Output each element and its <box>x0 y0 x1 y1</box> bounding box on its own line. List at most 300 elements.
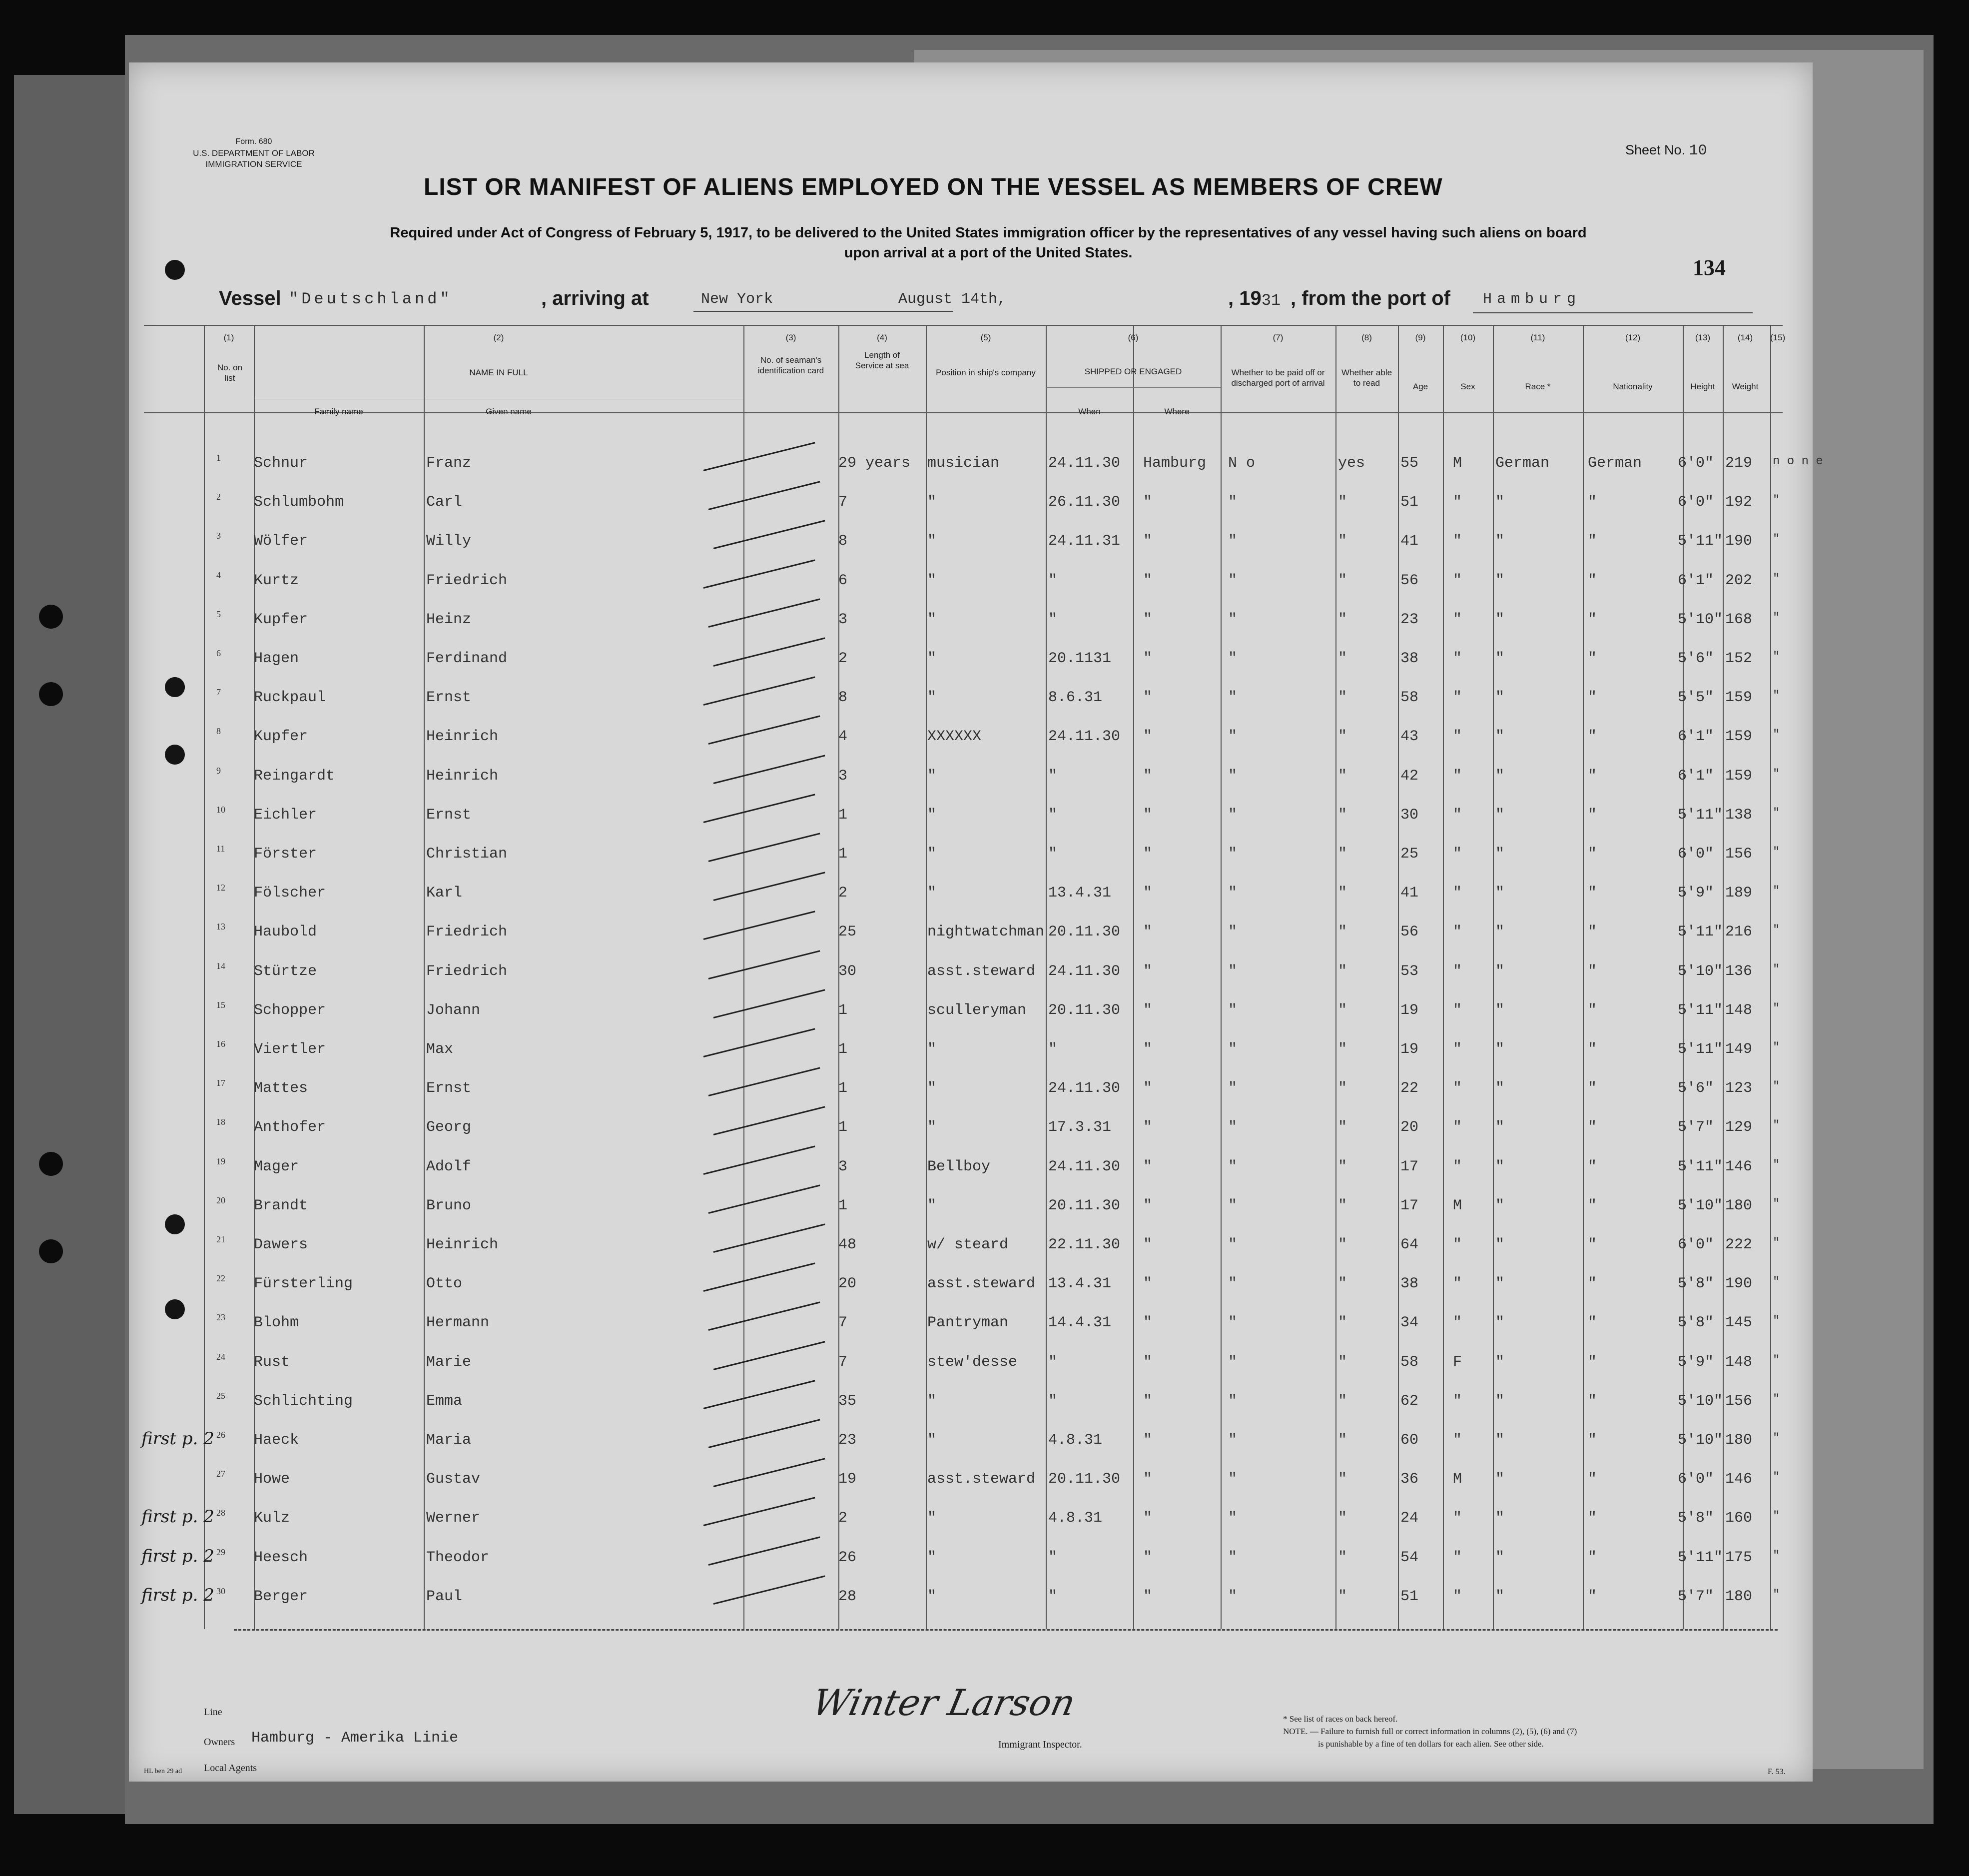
cell-nat: " <box>1588 1588 1597 1605</box>
cell-paid: " <box>1228 1471 1238 1488</box>
cell-nat: " <box>1588 1158 1597 1175</box>
check-mark-icon <box>708 716 820 745</box>
cell-age: 19 <box>1400 1001 1419 1019</box>
owners-value: Hamburg - Amerika Linie <box>251 1730 459 1747</box>
cell-sex: " <box>1453 689 1462 707</box>
col2b-header: Given name <box>486 407 532 416</box>
cell-where: " <box>1143 1197 1153 1214</box>
cell-paid: " <box>1228 846 1238 863</box>
row-number: 9 <box>216 765 221 776</box>
check-mark-icon <box>708 1536 820 1566</box>
cell-paid: " <box>1228 1080 1238 1097</box>
cell-nat: " <box>1588 806 1597 824</box>
cell-paid: " <box>1228 1588 1238 1605</box>
cell-sex: M <box>1453 1471 1462 1488</box>
cell-marks: " <box>1773 1001 1780 1015</box>
cell-paid: " <box>1228 1392 1238 1410</box>
cell-age: 30 <box>1400 806 1419 824</box>
binding-hole <box>39 1152 63 1176</box>
cell-where: " <box>1143 1001 1153 1019</box>
cell-height: 5'9" <box>1678 885 1714 902</box>
row-number: 6 <box>216 648 221 658</box>
cell-position: Pantryman <box>927 1314 1009 1332</box>
cell-height: 6'0" <box>1678 455 1714 472</box>
cell-sex: " <box>1453 1432 1462 1449</box>
cell-given: Maria <box>426 1432 472 1449</box>
row-number: 28 <box>216 1508 225 1518</box>
cell-height: 5'11" <box>1678 806 1723 824</box>
cell-given: Paul <box>426 1588 463 1605</box>
cell-sex: " <box>1453 1392 1462 1410</box>
cell-sex: " <box>1453 767 1462 785</box>
cell-marks: " <box>1773 885 1780 899</box>
col12-number: (12) <box>1625 333 1641 342</box>
row-number: 21 <box>216 1234 225 1244</box>
cell-height: 5'11" <box>1678 1549 1723 1566</box>
cell-given: Theodor <box>426 1549 490 1566</box>
cell-nat: " <box>1588 846 1597 863</box>
departure-port: Hamburg <box>1483 291 1581 308</box>
cell-read: " <box>1338 1275 1347 1293</box>
cell-marks: " <box>1773 1314 1780 1328</box>
check-mark-icon <box>713 1106 825 1136</box>
cell-service: 25 <box>838 924 857 941</box>
cell-read: " <box>1338 689 1347 707</box>
subtitle-line-2: upon arrival at a port of the United States. <box>844 245 1133 261</box>
cell-read: " <box>1338 767 1347 785</box>
cell-marks: " <box>1773 1236 1780 1250</box>
cell-service: 1 <box>838 1197 848 1214</box>
cell-where: " <box>1143 1041 1153 1058</box>
cell-weight: 216 <box>1725 924 1753 941</box>
cell-sex: " <box>1453 650 1462 667</box>
row-number: 16 <box>216 1039 225 1049</box>
binding-hole <box>39 682 63 706</box>
cell-when: " <box>1048 806 1058 824</box>
cell-service: 30 <box>838 962 857 980</box>
cell-family: Mager <box>254 1158 299 1175</box>
page-number: 134 <box>1693 255 1726 280</box>
cell-family: Schnur <box>254 455 308 472</box>
cell-where: " <box>1143 1275 1153 1293</box>
cell-nat: German <box>1588 455 1642 472</box>
cell-sex: " <box>1453 1158 1462 1175</box>
cell-given: Heinrich <box>426 728 499 746</box>
cell-read: " <box>1338 1510 1347 1527</box>
cell-position: " <box>927 533 937 550</box>
cell-when: " <box>1048 572 1058 589</box>
cell-nat: " <box>1588 1001 1597 1019</box>
cell-where: " <box>1143 1549 1153 1566</box>
col2-header: NAME IN FULL <box>469 368 528 377</box>
cell-height: 5'10" <box>1678 1197 1723 1214</box>
cell-given: Friedrich <box>426 572 508 589</box>
cell-paid: " <box>1228 1236 1238 1253</box>
column-rule <box>1583 325 1584 1629</box>
arrival-year: 31 <box>1261 291 1281 310</box>
check-mark-icon <box>708 1184 820 1214</box>
cell-height: 5'7" <box>1678 1588 1714 1605</box>
check-mark-icon <box>713 520 825 550</box>
subtitle-line-1: Required under Act of Congress of February 5, 1917, to be delivered to the United States immigration officer by the representatives of any vessel having such aliens on board <box>390 225 1587 241</box>
punch-hole <box>165 1214 185 1234</box>
cell-height: 5'11" <box>1678 1001 1723 1019</box>
cell-race: " <box>1495 924 1505 941</box>
binding-hole <box>39 1239 63 1263</box>
row-number: 3 <box>216 531 221 541</box>
cell-given: Adolf <box>426 1158 472 1175</box>
cell-nat: " <box>1588 1432 1597 1449</box>
cell-nat: " <box>1588 1471 1597 1488</box>
cell-when: 22.11.30 <box>1048 1236 1121 1253</box>
cell-sex: " <box>1453 1549 1462 1566</box>
cell-when: 24.11.30 <box>1048 728 1121 746</box>
cell-position: " <box>927 767 937 785</box>
cell-when: " <box>1048 1588 1058 1605</box>
cell-read: " <box>1338 1353 1347 1371</box>
cell-nat: " <box>1588 572 1597 589</box>
cell-given: Otto <box>426 1275 463 1293</box>
cell-position: stew'desse <box>927 1353 1018 1371</box>
cell-sex: " <box>1453 1314 1462 1332</box>
cell-race: " <box>1495 1119 1505 1136</box>
cell-service: 1 <box>838 1001 848 1019</box>
col5-number: (5) <box>980 333 991 342</box>
row-number: 23 <box>216 1312 225 1323</box>
from-label: , from the port of <box>1291 287 1450 309</box>
cell-family: Berger <box>254 1588 308 1605</box>
cell-height: 5'8" <box>1678 1275 1714 1293</box>
cell-where: " <box>1143 1510 1153 1527</box>
arrival-underline <box>693 311 953 312</box>
cell-family: Rust <box>254 1353 290 1371</box>
row-number: 14 <box>216 960 225 971</box>
cell-given: Marie <box>426 1353 472 1371</box>
handwritten-note: first p. 2 <box>141 1429 214 1449</box>
cell-race: " <box>1495 1314 1505 1332</box>
cell-position: " <box>927 572 937 589</box>
row-number: 13 <box>216 922 225 932</box>
cell-age: 54 <box>1400 1549 1419 1566</box>
col3-number: (3) <box>785 333 796 342</box>
cell-weight: 146 <box>1725 1158 1753 1175</box>
cell-given: Ernst <box>426 1080 472 1097</box>
cell-marks: " <box>1773 846 1780 859</box>
cell-when: 26.11.30 <box>1048 494 1121 511</box>
cell-read: " <box>1338 806 1347 824</box>
cell-age: 56 <box>1400 924 1419 941</box>
punch-hole <box>165 1299 185 1319</box>
cell-family: Mattes <box>254 1080 308 1097</box>
cell-service: 7 <box>838 494 848 511</box>
cell-position: " <box>927 806 937 824</box>
cell-race: German <box>1495 455 1550 472</box>
row-number: 22 <box>216 1273 225 1284</box>
cell-height: 6'1" <box>1678 767 1714 785</box>
form-number: Form. 680 <box>235 137 272 146</box>
cell-race: " <box>1495 1275 1505 1293</box>
cell-race: " <box>1495 1549 1505 1566</box>
check-mark-icon <box>703 794 815 823</box>
row-number: 20 <box>216 1195 225 1205</box>
punch-hole <box>165 260 185 280</box>
cell-sex: " <box>1453 924 1462 941</box>
cell-family: Förster <box>254 846 317 863</box>
cell-given: Franz <box>426 455 472 472</box>
cell-weight: 159 <box>1725 728 1753 746</box>
cell-given: Heinrich <box>426 767 499 785</box>
cell-race: " <box>1495 767 1505 785</box>
cell-where: Hamburg <box>1143 455 1207 472</box>
cell-nat: " <box>1588 1510 1597 1527</box>
cell-when: 20.11.30 <box>1048 1471 1121 1488</box>
cell-sex: " <box>1453 1510 1462 1527</box>
check-mark-icon <box>703 677 815 706</box>
col12-header: Nationality <box>1613 382 1653 391</box>
column-rule <box>1221 325 1222 1629</box>
cell-family: Fölscher <box>254 885 326 902</box>
cell-sex: " <box>1453 1041 1462 1058</box>
departure-underline <box>1473 312 1753 313</box>
cell-where: " <box>1143 689 1153 707</box>
cell-family: Reingardt <box>254 767 335 785</box>
cell-position: nightwatchman <box>927 924 1045 941</box>
cell-marks: " <box>1773 924 1780 938</box>
cell-service: 35 <box>838 1392 857 1410</box>
column-rule <box>743 325 744 1629</box>
col7-header: Whether to be paid off or discharged port of arrival <box>1231 368 1325 388</box>
vessel-line: Vessel <box>219 287 281 309</box>
cell-race: " <box>1495 1236 1505 1253</box>
cell-when: 24.11.31 <box>1048 533 1121 550</box>
cell-read: " <box>1338 1314 1347 1332</box>
cell-sex: " <box>1453 1001 1462 1019</box>
year-label: , 1931 <box>1228 287 1281 310</box>
cell-paid: " <box>1228 1197 1238 1214</box>
cell-marks: " <box>1773 1041 1780 1054</box>
cell-age: 20 <box>1400 1119 1419 1136</box>
cell-when: 17.3.31 <box>1048 1119 1112 1136</box>
check-mark-icon <box>703 1263 815 1292</box>
local-agents-label: Local Agents <box>204 1763 257 1774</box>
cell-service: 1 <box>838 1119 848 1136</box>
arriving-label: , arriving at <box>541 287 649 309</box>
cell-weight: 168 <box>1725 611 1753 628</box>
col1-header: No. on list <box>217 363 243 383</box>
arrival-port: New York <box>701 291 773 308</box>
cell-race: " <box>1495 1432 1505 1449</box>
cell-paid: " <box>1228 1510 1238 1527</box>
service: IMMIGRATION SERVICE <box>205 159 302 169</box>
cell-paid: " <box>1228 611 1238 628</box>
cell-paid: " <box>1228 650 1238 667</box>
row-number: 19 <box>216 1156 225 1166</box>
cell-family: Blohm <box>254 1314 299 1332</box>
cell-given: Bruno <box>426 1197 472 1214</box>
cell-given: Ernst <box>426 806 472 824</box>
cell-family: Hagen <box>254 650 299 667</box>
cell-family: Kupfer <box>254 611 308 628</box>
cell-race: " <box>1495 689 1505 707</box>
cell-position: " <box>927 1392 937 1410</box>
cell-when: " <box>1048 767 1058 785</box>
check-mark-icon <box>713 872 825 902</box>
cell-given: Friedrich <box>426 962 508 980</box>
cell-when: 24.11.30 <box>1048 455 1121 472</box>
cell-weight: 180 <box>1725 1432 1753 1449</box>
cell-age: 51 <box>1400 1588 1419 1605</box>
cell-nat: " <box>1588 689 1597 707</box>
check-mark-icon <box>703 911 815 940</box>
cell-race: " <box>1495 1197 1505 1214</box>
row-number: 10 <box>216 804 225 815</box>
cell-family: Schlichting <box>254 1392 353 1410</box>
cell-when: 24.11.30 <box>1048 1158 1121 1175</box>
row-number: 11 <box>216 844 225 854</box>
cell-when: " <box>1048 1041 1058 1058</box>
cell-where: " <box>1143 885 1153 902</box>
cell-when: " <box>1048 1549 1058 1566</box>
column-rule <box>1770 325 1771 1629</box>
check-mark-icon <box>708 1067 820 1097</box>
row-number: 5 <box>216 609 221 619</box>
cell-family: Stürtze <box>254 962 317 980</box>
cell-nat: " <box>1588 1392 1597 1410</box>
cell-height: 5'11" <box>1678 533 1723 550</box>
col10-header: Sex <box>1460 382 1475 391</box>
row-number: 26 <box>216 1430 225 1440</box>
cell-position: asst.steward <box>927 962 1036 980</box>
col13-number: (13) <box>1695 333 1711 342</box>
col7-number: (7) <box>1273 333 1284 342</box>
cell-when: 24.11.30 <box>1048 962 1121 980</box>
cell-age: 60 <box>1400 1432 1419 1449</box>
row-number: 2 <box>216 492 221 502</box>
cell-marks: " <box>1773 1119 1780 1133</box>
cell-family: Anthofer <box>254 1119 326 1136</box>
cell-family: Ruckpaul <box>254 689 326 707</box>
cell-given: Gustav <box>426 1471 481 1488</box>
cell-family: Wölfer <box>254 533 308 550</box>
check-mark-icon <box>708 833 820 862</box>
check-mark-icon <box>703 1028 815 1057</box>
cell-nat: " <box>1588 728 1597 746</box>
cell-race: " <box>1495 572 1505 589</box>
cell-paid: " <box>1228 962 1238 980</box>
cell-read: " <box>1338 650 1347 667</box>
races-note: * See list of races on back hereof. <box>1283 1714 1398 1724</box>
cell-race: " <box>1495 1353 1505 1371</box>
cell-sex: " <box>1453 806 1462 824</box>
cell-service: 1 <box>838 1080 848 1097</box>
check-mark-icon <box>703 1380 815 1409</box>
cell-age: 64 <box>1400 1236 1419 1253</box>
cell-given: Willy <box>426 533 472 550</box>
cell-where: " <box>1143 728 1153 746</box>
cell-weight: 148 <box>1725 1001 1753 1019</box>
col4-number: (4) <box>877 333 887 342</box>
col14-header: Weight <box>1732 382 1759 391</box>
cell-race: " <box>1495 1588 1505 1605</box>
cell-when: 20.11.30 <box>1048 1197 1121 1214</box>
line-label: Line <box>204 1707 222 1718</box>
cell-sex: M <box>1453 1197 1462 1214</box>
sheet-label: Sheet No. 10 <box>1625 142 1707 159</box>
cell-age: 43 <box>1400 728 1419 746</box>
cell-paid: N o <box>1228 455 1256 472</box>
cell-sex: " <box>1453 611 1462 628</box>
column-rule <box>1046 325 1047 1629</box>
cell-position: " <box>927 1549 937 1566</box>
cell-nat: " <box>1588 1041 1597 1058</box>
cell-position: " <box>927 611 937 628</box>
cell-nat: " <box>1588 962 1597 980</box>
cell-marks: " <box>1773 650 1780 664</box>
penalty-note-1: NOTE. — Failure to furnish full or correct information in columns (2), (5), (6) and (7) <box>1283 1727 1577 1736</box>
handwritten-note: first p. 2 <box>141 1585 214 1605</box>
col5-header: Position in ship's company <box>936 368 1036 377</box>
penalty-note-2: is punishable by a fine of ten dollars for each alien. See other side. <box>1318 1739 1544 1749</box>
cell-service: 1 <box>838 846 848 863</box>
check-mark-icon <box>713 637 825 667</box>
cell-height: 5'8" <box>1678 1314 1714 1332</box>
cell-race: " <box>1495 846 1505 863</box>
cell-position: asst.steward <box>927 1471 1036 1488</box>
cell-position: " <box>927 650 937 667</box>
cell-nat: " <box>1588 1119 1597 1136</box>
row-number: 30 <box>216 1586 225 1596</box>
cell-service: 4 <box>838 728 848 746</box>
cell-paid: " <box>1228 572 1238 589</box>
cell-where: " <box>1143 533 1153 550</box>
inspector-label: Immigrant Inspector. <box>998 1739 1082 1750</box>
row-number: 27 <box>216 1469 225 1479</box>
col14-number: (14) <box>1737 333 1753 342</box>
cell-sex: " <box>1453 1080 1462 1097</box>
check-mark-icon <box>703 442 815 471</box>
cell-service: 8 <box>838 533 848 550</box>
cell-sex: M <box>1453 455 1462 472</box>
cell-read: " <box>1338 1158 1347 1175</box>
cell-service: 7 <box>838 1353 848 1371</box>
cell-race: " <box>1495 885 1505 902</box>
cell-paid: " <box>1228 1275 1238 1293</box>
cell-weight: 190 <box>1725 1275 1753 1293</box>
cell-paid: " <box>1228 533 1238 550</box>
cell-weight: 156 <box>1725 1392 1753 1410</box>
cell-sex: " <box>1453 1236 1462 1253</box>
cell-read: " <box>1338 962 1347 980</box>
cell-race: " <box>1495 1158 1505 1175</box>
cell-given: Max <box>426 1041 454 1058</box>
col6a-header: When <box>1078 407 1101 416</box>
cell-service: 7 <box>838 1314 848 1332</box>
check-mark-icon <box>708 481 820 511</box>
col11-header: Race * <box>1525 382 1551 391</box>
cell-given: Hermann <box>426 1314 490 1332</box>
cell-when: 20.11.30 <box>1048 1001 1121 1019</box>
cell-height: 6'0" <box>1678 494 1714 511</box>
cell-height: 5'10" <box>1678 1392 1723 1410</box>
cell-weight: 159 <box>1725 689 1753 707</box>
row-number: 12 <box>216 883 225 893</box>
cell-when: 4.8.31 <box>1048 1510 1103 1527</box>
form-code: F. 53. <box>1768 1768 1786 1776</box>
cell-height: 5'7" <box>1678 1119 1714 1136</box>
cell-service: 8 <box>838 689 848 707</box>
cell-weight: 145 <box>1725 1314 1753 1332</box>
cell-family: Schlumbohm <box>254 494 344 511</box>
